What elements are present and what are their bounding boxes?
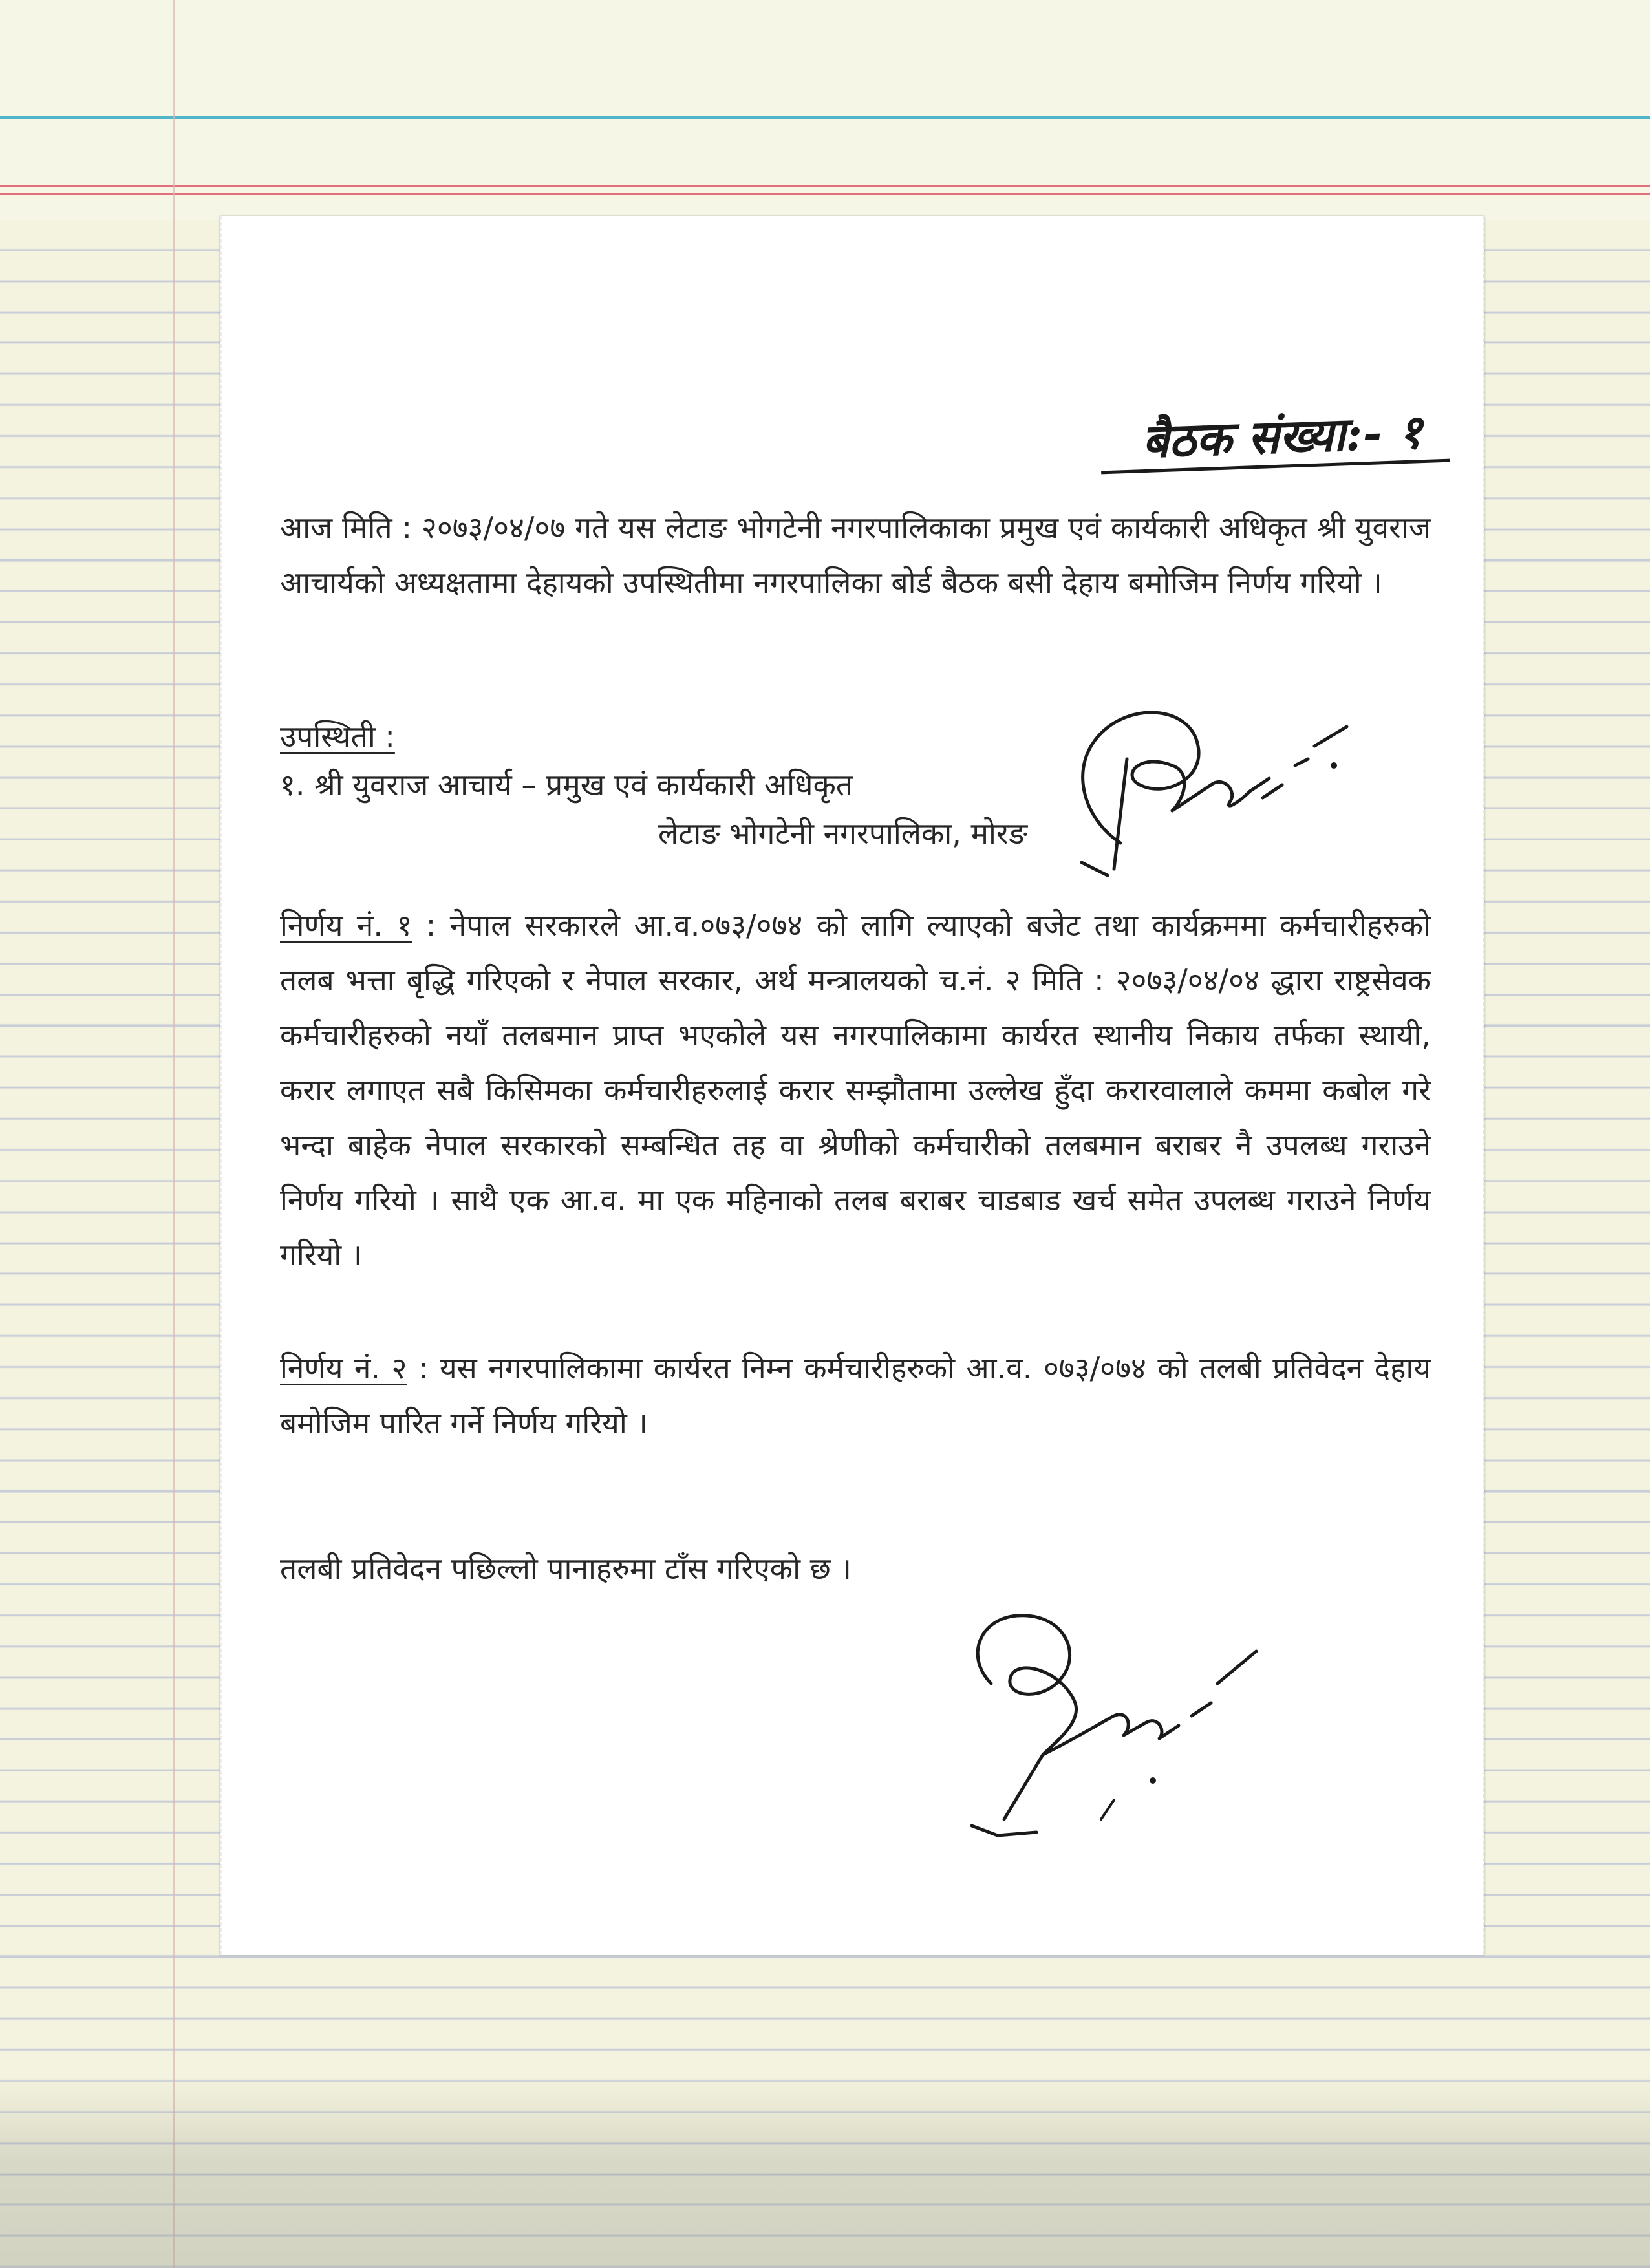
decision-2-label: निर्णय नं. २ (280, 1351, 407, 1385)
decision-1-paragraph (280, 898, 1431, 1283)
attendance-heading: उपस्थिती : (280, 719, 395, 754)
decision-2-text: : यस नगरपालिकामा कार्यरत निम्न कर्मचारीहरुको आ.व. ०७३/०७४ को तलबी प्रतिवेदन देहाय बमोजिम पारित गर्ने निर्णय गरियो । (280, 1351, 1431, 1440)
note-paragraph: तलबी प्रतिवेदन पछिल्लो पानाहरुमा टाँस गरिएको छ । (280, 1551, 852, 1586)
meeting-number: बैठक संख्या:- १ (1141, 403, 1424, 469)
intro-paragraph: आज मिति : २०७३/०४/०७ गते यस लेटाङ भोगटेनी नगरपालिकाका प्रमुख एवं कार्यकारी अधिकृत श्री युवराज आचार्यको अध्यक्षतामा देहायको उपस्थितीमा नगरपालिका बोर्ड बैठक बसी देहाय बमोजिम निर्णय गरियो । (280, 510, 1431, 600)
signature-drawing (952, 1606, 1289, 1852)
page-bottom-shadow (0, 2075, 1650, 2268)
signature-mark (1043, 688, 1379, 882)
decision-1-label: निर्णय नं. १ (280, 908, 412, 943)
cyan-header-rule (0, 116, 1650, 119)
signature-drawing (1043, 688, 1379, 882)
signature-mark (952, 1606, 1289, 1852)
decision-1-text: : नेपाल सरकारले आ.व.०७३/०७४ को लागि ल्याएको बजेट तथा कार्यक्रममा कर्मचारीहरुको तलब भत्ता बृद्धि गरिएको र नेपाल सरकार, अर्थ मन्त्रालयको च.नं. २ मिति : २०७३/०४/०४ द्धारा राष्ट्रसेवक कर्मचारीहरुको नयाँ तलबमान प्राप्त भएकोले यस नगरपालिकामा कार्यरत स्थानीय निकाय तर्फका स्थायी, करार लगाएत सबै किसिमका कर्मचारीहरुलाई करार सम्झौतामा उल्लेख हुँदा करारवालाले कममा कबोल गरे भन्दा बाहेक नेपाल सरकारको सम्बन्धित तह वा श्रेणीको कर्मचारीको तलबमान बराबर नै उपलब्ध गराउने निर्णय गरियो । साथै एक आ.व. मा एक महिनाको तलब बराबर चाडबाड खर्च समेत उपलब्ध गराउने निर्णय गरियो । (280, 908, 1431, 1272)
attendee-name-line: १. श्री युवराज आचार्य – प्रमुख एवं कार्यकारी अधिकृत (280, 767, 853, 802)
decision-2-paragraph (280, 1341, 1431, 1451)
ledger-header-band (0, 0, 1650, 220)
margin-line (173, 0, 175, 2268)
red-header-rule (0, 193, 1650, 195)
red-header-rule (0, 185, 1650, 187)
attendee-office-line: लेटाङ भोगटेनी नगरपालिका, मोरङ (658, 816, 1028, 851)
pasted-minutes-sheet (220, 216, 1484, 1955)
